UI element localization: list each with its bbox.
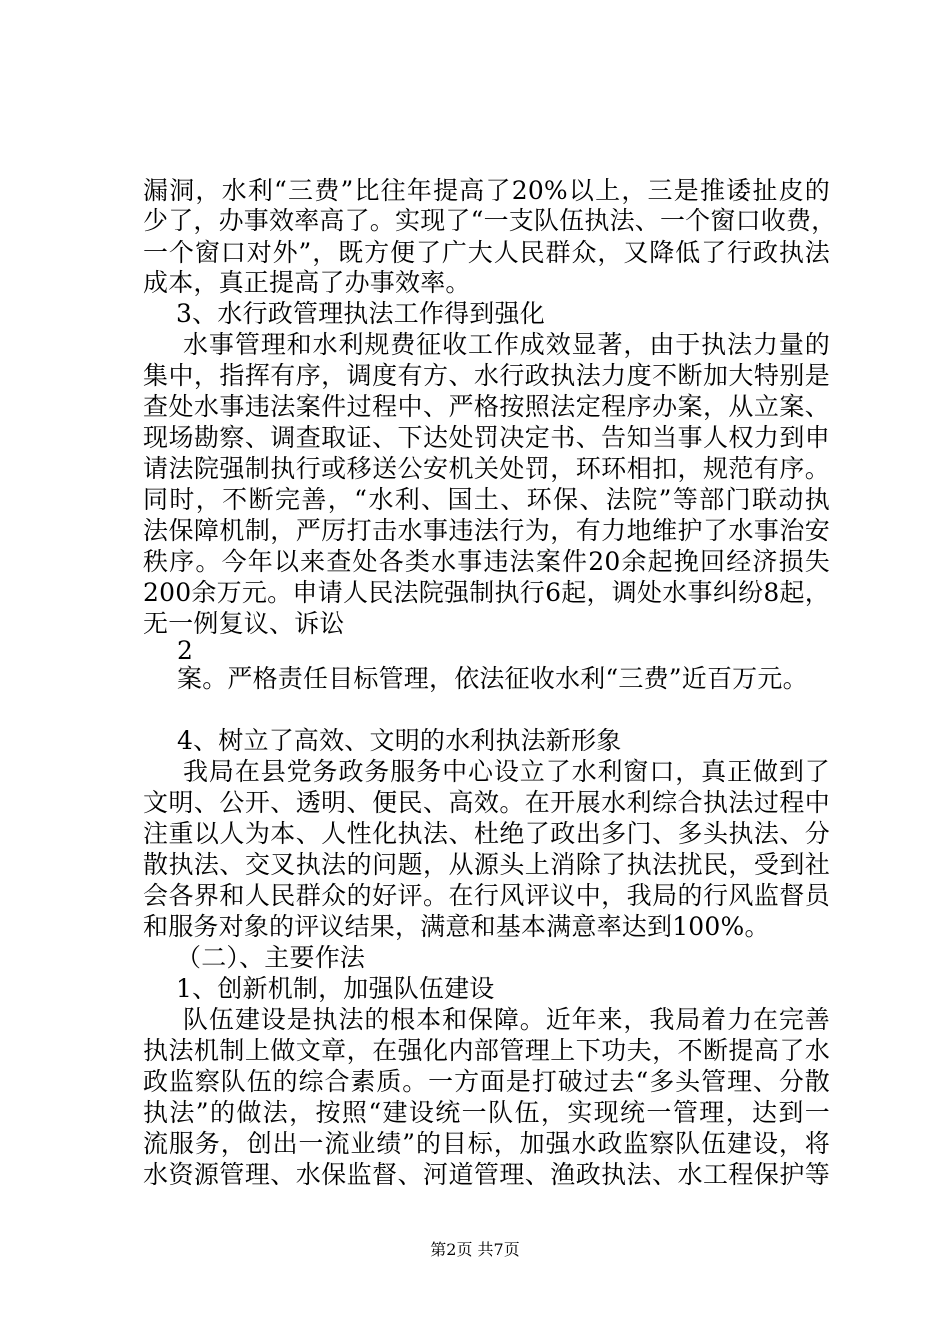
- body-line: 水事管理和水利规费征收工作成效显著，由于执法力量的: [183, 330, 830, 359]
- body-line: 案。严格责任目标管理，依法征收水利“三费”近百万元。: [177, 664, 808, 693]
- section-heading: 3、水行政管理执法工作得到强化: [176, 299, 545, 328]
- body-line: 队伍建设是执法的根本和保障。近年来，我局着力在完善: [183, 1005, 830, 1034]
- body-line: 水资源管理、水保监督、河道管理、渔政执法、水工程保护等: [143, 1160, 830, 1189]
- body-line: 和服务对象的评议结果，满意和基本满意率达到100%。: [143, 912, 770, 941]
- body-line: 一个窗口对外”，既方便了广大人民群众，又降低了行政执法: [143, 238, 830, 267]
- body-line: 漏洞，水利“三费”比往年提高了20%以上，三是推诿扯皮的: [143, 176, 830, 205]
- body-line: 同时，不断完善，“水利、国土、环保、法院”等部门联动执: [143, 485, 830, 514]
- body-line: 执法”的做法，按照“建设统一队伍，实现统一管理，达到一: [143, 1098, 830, 1127]
- body-line: 流服务，创出一流业绩”的目标，加强水政监察队伍建设，将: [143, 1129, 830, 1158]
- body-line: 无一例复议、诉讼: [143, 609, 345, 638]
- body-line: 文明、公开、透明、便民、高效。在开展水利综合执法过程中: [143, 788, 830, 817]
- page-break-number: 2: [177, 636, 194, 665]
- body-line: 秩序。今年以来查处各类水事违法案件20余起挽回经济损失: [143, 547, 830, 576]
- body-line: 请法院强制执行或移送公安机关处罚，环环相扣，规范有序。: [143, 454, 830, 483]
- section-heading: 4、树立了高效、文明的水利执法新形象: [177, 726, 622, 755]
- body-line: 查处水事违法案件过程中、严格按照法定程序办案，从立案、: [143, 392, 830, 421]
- body-line: 执法机制上做文章，在强化内部管理上下功夫，不断提高了水: [143, 1036, 830, 1065]
- page-footer: 第2页 共7页: [430, 1240, 520, 1259]
- body-line: 注重以人为本、人性化执法、杜绝了政出多门、多头执法、分: [143, 819, 830, 848]
- body-line: 现场勘察、调查取证、下达处罚决定书、告知当事人权力到申: [143, 423, 830, 452]
- body-line: 成本，真正提高了办事效率。: [143, 268, 471, 297]
- body-line: 200余万元。申请人民法院强制执行6起，调处水事纠纷8起，: [143, 578, 830, 607]
- body-line: 政监察队伍的综合素质。一方面是打破过去“多头管理、分散: [143, 1067, 830, 1096]
- body-line: 我局在县党务政务服务中心设立了水利窗口，真正做到了: [183, 757, 830, 786]
- body-line: 集中，指挥有序，调度有方、水行政执法力度不断加大特别是: [143, 361, 830, 390]
- section-heading: （二）、主要作法: [176, 943, 366, 972]
- body-line: 少了，办事效率高了。实现了“一支队伍执法、一个窗口收费，: [143, 206, 837, 235]
- body-line: 会各界和人民群众的好评。在行风评议中，我局的行风监督员: [143, 881, 830, 910]
- subsection-heading: 1、创新机制，加强队伍建设: [176, 974, 495, 1003]
- body-line: 散执法、交叉执法的问题，从源头上消除了执法扰民，受到社: [143, 850, 830, 879]
- body-line: 法保障机制，严厉打击水事违法行为，有力地维护了水事治安: [143, 516, 830, 545]
